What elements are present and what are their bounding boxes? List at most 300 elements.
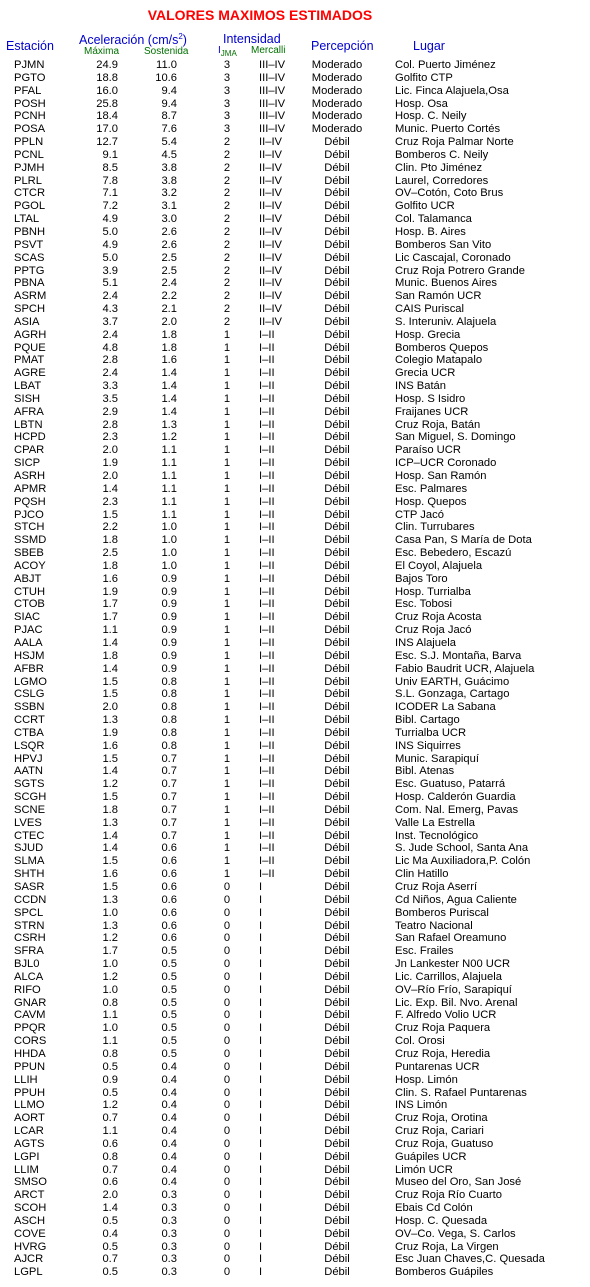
- station-code-cell: PBNA: [14, 277, 45, 290]
- aceleracion-maxima-cell: 1.0: [102, 1022, 118, 1035]
- intensidad-jma-cell: 1: [223, 739, 231, 752]
- aceleracion-sostenida-cell: 0.5: [161, 1035, 177, 1048]
- aceleracion-sostenida-cell: 2.0: [161, 315, 177, 328]
- intensidad-mercalli-cell: I–II: [259, 778, 275, 791]
- aceleracion-sostenida-cell: 1.4: [161, 392, 177, 405]
- aceleracion-sostenida-cell: 2.6: [161, 238, 177, 251]
- aceleracion-sostenida-cell: 0.5: [161, 996, 177, 1009]
- percepcion-cell: Débil: [324, 893, 350, 906]
- page-title: VALORES MAXIMOS ESTIMADOS: [147, 7, 373, 23]
- intensidad-jma-cell: 0: [223, 1060, 231, 1073]
- intensidad-jma-cell: 2: [223, 161, 231, 174]
- lugar-cell: Cruz Roja Paquera: [395, 1022, 491, 1035]
- percepcion-cell: Débil: [324, 380, 350, 393]
- intensidad-jma-cell: 1: [223, 778, 231, 791]
- station-code-cell: PPUN: [14, 1060, 46, 1073]
- lugar-cell: CTP Jacó: [395, 508, 444, 521]
- aceleracion-sostenida-cell: 0.5: [161, 1047, 177, 1060]
- lugar-cell: Hosp. Calderón Guardia: [395, 791, 516, 804]
- station-code-cell: SPCH: [14, 303, 46, 316]
- percepcion-cell: Débil: [324, 1125, 350, 1138]
- intensidad-mercalli-cell: I: [259, 1009, 263, 1022]
- aceleracion-sostenida-cell: 0.8: [161, 688, 177, 701]
- lugar-cell: Cruz Roja, Guatuso: [395, 1137, 494, 1150]
- aceleracion-maxima-cell: 7.1: [102, 187, 118, 200]
- lugar-cell: Hosp. S Isidro: [395, 392, 466, 405]
- lugar-cell: Cruz Roja Río Cuarto: [395, 1189, 502, 1202]
- station-code-cell: ARCT: [14, 1189, 45, 1202]
- aceleracion-sostenida-cell: 1.8: [161, 341, 177, 354]
- percepcion-cell: Débil: [324, 778, 350, 791]
- lugar-cell: S. Interuniv. Alajuela: [395, 315, 497, 328]
- intensidad-mercalli-cell: I–II: [259, 508, 275, 521]
- lugar-cell: Col. Talamanca: [395, 213, 472, 226]
- percepcion-cell: Débil: [324, 341, 350, 354]
- lugar-cell: Munic. Puerto Cortés: [395, 123, 501, 136]
- aceleracion-maxima-cell: 0.5: [102, 1060, 118, 1073]
- aceleracion-sostenida-cell: 7.6: [161, 123, 177, 136]
- intensidad-jma-cell: 1: [223, 688, 231, 701]
- aceleracion-maxima-cell: 1.3: [102, 816, 118, 829]
- lugar-cell: Esc. Tobosi: [395, 598, 453, 611]
- aceleracion-sostenida-cell: 3.8: [161, 174, 177, 187]
- lugar-cell: Cruz Roja Acosta: [395, 611, 482, 624]
- intensidad-mercalli-cell: I–II: [259, 752, 275, 765]
- intensidad-mercalli-cell: I–II: [259, 765, 275, 778]
- aceleracion-sostenida-cell: 0.6: [161, 932, 177, 945]
- aceleracion-maxima-cell: 1.0: [102, 983, 118, 996]
- intensidad-mercalli-cell: I: [259, 1202, 263, 1215]
- table-row: [0, 868, 590, 881]
- station-code-cell: CTUH: [14, 585, 46, 598]
- intensidad-mercalli-cell: I–II: [259, 418, 275, 431]
- percepcion-cell: Débil: [324, 1022, 350, 1035]
- lugar-cell: Esc. Guatuso, Patarrá: [395, 778, 506, 791]
- aceleracion-maxima-cell: 16.0: [96, 84, 118, 97]
- table-row: [0, 1228, 590, 1241]
- intensidad-jma-cell: 1: [223, 636, 231, 649]
- station-code-cell: CSRH: [14, 932, 46, 945]
- intensidad-jma-cell: 0: [223, 1112, 231, 1125]
- percepcion-cell: Débil: [324, 148, 350, 161]
- lugar-cell: San Rafael Oreamuno: [395, 932, 507, 945]
- aceleracion-sostenida-cell: 0.4: [161, 1112, 177, 1125]
- intensidad-mercalli-cell: I–II: [259, 572, 275, 585]
- percepcion-cell: Débil: [324, 996, 350, 1009]
- station-code-cell: RIFO: [14, 983, 41, 996]
- lugar-cell: Hosp. C. Quesada: [395, 1214, 488, 1227]
- aceleracion-sostenida-cell: 0.4: [161, 1073, 177, 1086]
- header-sostenida: Sostenida: [144, 46, 189, 57]
- percepcion-cell: Débil: [324, 958, 350, 971]
- aceleracion-sostenida-cell: 0.7: [161, 816, 177, 829]
- station-code-cell: LBTN: [14, 418, 43, 431]
- intensidad-mercalli-cell: I: [259, 1086, 263, 1099]
- aceleracion-sostenida-cell: 0.4: [161, 1150, 177, 1163]
- percepcion-cell: Débil: [324, 881, 350, 893]
- intensidad-mercalli-cell: II–IV: [259, 148, 283, 161]
- percepcion-cell: Débil: [324, 1060, 350, 1073]
- station-code-cell: PJMH: [14, 161, 45, 174]
- intensidad-mercalli-cell: I: [259, 881, 263, 893]
- aceleracion-maxima-cell: 4.9: [102, 213, 118, 226]
- lugar-cell: Univ EARTH, Guácimo: [395, 675, 510, 688]
- intensidad-mercalli-cell: I–II: [259, 444, 275, 457]
- lugar-cell: ICP–UCR Coronado: [395, 457, 497, 470]
- table-row: [0, 342, 590, 355]
- intensidad-mercalli-cell: I–II: [259, 470, 275, 482]
- percepcion-cell: Débil: [324, 1163, 350, 1176]
- station-code-cell: SSMD: [14, 534, 47, 547]
- table-row: [0, 1215, 590, 1228]
- aceleracion-maxima-cell: 2.0: [102, 701, 118, 714]
- station-code-cell: PFAL: [14, 84, 42, 97]
- percepcion-cell: Débil: [324, 521, 350, 534]
- station-code-cell: SPCL: [14, 906, 44, 919]
- intensidad-jma-cell: 0: [223, 1099, 231, 1112]
- aceleracion-maxima-cell: 4.9: [102, 238, 118, 251]
- intensidad-jma-cell: 1: [223, 726, 231, 739]
- station-code-cell: LGMO: [14, 675, 47, 688]
- aceleracion-sostenida-cell: 0.5: [161, 1022, 177, 1035]
- intensidad-mercalli-cell: I: [259, 906, 263, 919]
- intensidad-jma-cell: 0: [223, 1227, 231, 1240]
- intensidad-jma-cell: 1: [223, 495, 231, 508]
- table-row: [0, 72, 590, 85]
- aceleracion-maxima-cell: 2.4: [102, 290, 118, 303]
- intensidad-mercalli-cell: I: [259, 958, 263, 971]
- aceleracion-sostenida-cell: 0.8: [161, 739, 177, 752]
- lugar-cell: Inst. Tecnológico: [395, 829, 479, 842]
- aceleracion-sostenida-cell: 0.3: [161, 1189, 177, 1202]
- aceleracion-maxima-cell: 0.7: [102, 1253, 118, 1266]
- intensidad-mercalli-cell: I–II: [259, 726, 275, 739]
- station-code-cell: LTAL: [14, 213, 40, 226]
- aceleracion-maxima-cell: 1.2: [102, 1099, 118, 1112]
- intensidad-mercalli-cell: III–IV: [259, 97, 286, 110]
- percepcion-cell: Débil: [324, 392, 350, 405]
- percepcion-cell: Débil: [324, 855, 350, 868]
- station-code-cell: PCNL: [14, 148, 44, 161]
- intensidad-jma-cell: 0: [223, 1253, 231, 1266]
- intensidad-mercalli-cell: I–II: [259, 649, 275, 662]
- intensidad-mercalli-cell: II–IV: [259, 136, 283, 149]
- header-ijma-sub: JMA: [220, 49, 237, 58]
- intensidad-jma-cell: 1: [223, 649, 231, 662]
- table-row: [0, 496, 590, 509]
- station-code-cell: SSBN: [14, 701, 45, 714]
- station-code-cell: GNAR: [14, 996, 47, 1009]
- table-row: [0, 740, 590, 753]
- table-row: [0, 1151, 590, 1164]
- aceleracion-maxima-cell: 1.8: [102, 559, 118, 572]
- aceleracion-sostenida-cell: 0.7: [161, 791, 177, 804]
- header-ijma-letter: I: [218, 45, 221, 56]
- table-row: [0, 265, 590, 278]
- station-code-cell: HCPD: [14, 431, 46, 444]
- aceleracion-maxima-cell: 1.5: [102, 881, 118, 893]
- lugar-cell: CAIS Puriscal: [395, 303, 465, 316]
- table-row: [0, 406, 590, 419]
- intensidad-mercalli-cell: I: [259, 1047, 263, 1060]
- percepcion-cell: Débil: [324, 1214, 350, 1227]
- aceleracion-maxima-cell: 1.3: [102, 714, 118, 727]
- intensidad-mercalli-cell: I: [259, 1240, 263, 1253]
- station-code-cell: AGTS: [14, 1137, 45, 1150]
- table-row: [0, 354, 590, 367]
- station-code-cell: PPUH: [14, 1086, 46, 1099]
- intensidad-jma-cell: 1: [223, 598, 231, 611]
- aceleracion-sostenida-cell: 2.6: [161, 225, 177, 238]
- aceleracion-sostenida-cell: 2.4: [161, 277, 177, 290]
- intensidad-mercalli-cell: III–IV: [259, 71, 286, 84]
- station-code-cell: SASR: [14, 881, 45, 893]
- intensidad-mercalli-cell: II–IV: [259, 264, 283, 277]
- lugar-cell: Jn Lankester N00 UCR: [395, 958, 511, 971]
- lugar-cell: Puntarenas UCR: [395, 1060, 480, 1073]
- intensidad-mercalli-cell: I–II: [259, 688, 275, 701]
- intensidad-mercalli-cell: II–IV: [259, 238, 283, 251]
- intensidad-mercalli-cell: I–II: [259, 328, 275, 341]
- station-code-cell: PPLN: [14, 136, 44, 149]
- aceleracion-sostenida-cell: 0.6: [161, 919, 177, 932]
- percepcion-cell: Débil: [324, 290, 350, 303]
- table-row: [0, 136, 590, 149]
- intensidad-jma-cell: 0: [223, 881, 231, 893]
- intensidad-mercalli-cell: I–II: [259, 534, 275, 547]
- station-code-cell: LLIM: [14, 1163, 39, 1176]
- percepcion-cell: Débil: [324, 1176, 350, 1189]
- table-row: [0, 1022, 590, 1035]
- percepcion-cell: Moderado: [311, 71, 363, 84]
- table-row: [0, 444, 590, 457]
- aceleracion-sostenida-cell: 0.5: [161, 970, 177, 983]
- aceleracion-maxima-cell: 3.9: [102, 264, 118, 277]
- aceleracion-maxima-cell: 1.3: [102, 893, 118, 906]
- lugar-cell: Esc. S.J. Montaña, Barva: [395, 649, 522, 662]
- percepcion-cell: Débil: [324, 624, 350, 637]
- intensidad-jma-cell: 1: [223, 341, 231, 354]
- aceleracion-sostenida-cell: 1.0: [161, 547, 177, 560]
- intensidad-mercalli-cell: I–II: [259, 482, 275, 495]
- intensidad-jma-cell: 0: [223, 932, 231, 945]
- percepcion-cell: Débil: [324, 1137, 350, 1150]
- percepcion-cell: Moderado: [311, 110, 363, 123]
- aceleracion-sostenida-cell: 0.4: [161, 1099, 177, 1112]
- percepcion-cell: Débil: [324, 547, 350, 560]
- lugar-cell: Bomberos C. Neily: [395, 148, 489, 161]
- station-code-cell: SMSO: [14, 1176, 47, 1189]
- lugar-cell: Paraíso UCR: [395, 444, 461, 457]
- table-row: [0, 945, 590, 958]
- intensidad-mercalli-cell: I–II: [259, 842, 275, 855]
- intensidad-mercalli-cell: I: [259, 932, 263, 945]
- station-code-cell: AFBR: [14, 662, 44, 675]
- intensidad-mercalli-cell: I: [259, 983, 263, 996]
- intensidad-mercalli-cell: I: [259, 945, 263, 958]
- lugar-cell: Munic. Buenos Aires: [395, 277, 497, 290]
- table-row: [0, 586, 590, 599]
- table-row: [0, 1253, 590, 1266]
- aceleracion-sostenida-cell: 0.4: [161, 1176, 177, 1189]
- lugar-cell: ICODER La Sabana: [395, 701, 496, 714]
- lugar-cell: Cd Niños, Agua Caliente: [395, 893, 517, 906]
- intensidad-mercalli-cell: II–IV: [259, 213, 283, 226]
- intensidad-mercalli-cell: I: [259, 1137, 263, 1150]
- aceleracion-maxima-cell: 0.8: [102, 1047, 118, 1060]
- aceleracion-sostenida-cell: 0.9: [161, 572, 177, 585]
- station-code-cell: CTCR: [14, 187, 46, 200]
- intensidad-jma-cell: 1: [223, 829, 231, 842]
- intensidad-jma-cell: 2: [223, 136, 231, 149]
- percepcion-cell: Débil: [324, 572, 350, 585]
- table-row: [0, 483, 590, 496]
- aceleracion-sostenida-cell: 0.3: [161, 1214, 177, 1227]
- table-row: [0, 547, 590, 560]
- aceleracion-sostenida-cell: 0.4: [161, 1060, 177, 1073]
- table-row: [0, 419, 590, 432]
- aceleracion-maxima-cell: 1.5: [102, 688, 118, 701]
- intensidad-jma-cell: 0: [223, 996, 231, 1009]
- station-code-cell: SBEB: [14, 547, 44, 560]
- percepcion-cell: Débil: [324, 714, 350, 727]
- percepcion-cell: Débil: [324, 701, 350, 714]
- intensidad-mercalli-cell: I–II: [259, 495, 275, 508]
- station-code-cell: COVE: [14, 1227, 46, 1240]
- lugar-cell: Cruz Roja Potrero Grande: [395, 264, 525, 277]
- lugar-cell: Hosp. C. Neily: [395, 110, 467, 123]
- header-intensidad: Intensidad: [223, 32, 281, 46]
- station-code-cell: LGPL: [14, 1266, 43, 1279]
- lugar-cell: Clin. Pto Jiménez: [395, 161, 483, 174]
- intensidad-mercalli-cell: II–IV: [259, 290, 283, 303]
- intensidad-jma-cell: 1: [223, 816, 231, 829]
- aceleracion-maxima-cell: 7.8: [102, 174, 118, 187]
- intensidad-mercalli-cell: II–IV: [259, 277, 283, 290]
- station-code-cell: PJMN: [14, 59, 45, 71]
- station-code-cell: LGPI: [14, 1150, 40, 1163]
- lugar-cell: Lic Ma Auxiliadora,P. Colón: [395, 855, 531, 868]
- header-lugar: Lugar: [413, 39, 445, 53]
- lugar-cell: Bomberos San Vito: [395, 238, 492, 251]
- aceleracion-sostenida-cell: 1.0: [161, 521, 177, 534]
- lugar-cell: Lic. Carrillos, Alajuela: [395, 970, 502, 983]
- aceleracion-sostenida-cell: 1.1: [161, 470, 177, 482]
- table-row: [0, 842, 590, 855]
- intensidad-jma-cell: 3: [223, 59, 231, 71]
- lugar-cell: Hosp. Osa: [395, 97, 448, 110]
- table-row: [0, 509, 590, 522]
- percepcion-cell: Débil: [324, 444, 350, 457]
- aceleracion-maxima-cell: 1.5: [102, 752, 118, 765]
- lugar-cell: OV–Río Frío, Sarapiquí: [395, 983, 512, 996]
- aceleracion-maxima-cell: 3.3: [102, 380, 118, 393]
- lugar-cell: S.L. Gonzaga, Cartago: [395, 688, 510, 701]
- station-code-cell: BJL0: [14, 958, 40, 971]
- station-code-cell: SCAS: [14, 251, 45, 264]
- percepcion-cell: Débil: [324, 495, 350, 508]
- intensidad-jma-cell: 1: [223, 521, 231, 534]
- percepcion-cell: Débil: [324, 945, 350, 958]
- table-row: [0, 894, 590, 907]
- intensidad-mercalli-cell: I–II: [259, 662, 275, 675]
- percepcion-cell: Débil: [324, 675, 350, 688]
- station-code-cell: PPTG: [14, 264, 45, 277]
- lugar-cell: Clin Hatillo: [395, 868, 449, 881]
- table-row: [0, 290, 590, 303]
- aceleracion-maxima-cell: 0.8: [102, 1150, 118, 1163]
- station-code-cell: ASCH: [14, 1214, 46, 1227]
- station-code-cell: SCNE: [14, 803, 46, 816]
- percepcion-cell: Débil: [324, 765, 350, 778]
- aceleracion-maxima-cell: 1.6: [102, 739, 118, 752]
- intensidad-mercalli-cell: I: [259, 919, 263, 932]
- lugar-cell: Bomberos Quepos: [395, 341, 489, 354]
- lugar-cell: Bomberos Guápiles: [395, 1266, 494, 1279]
- intensidad-mercalli-cell: I: [259, 970, 263, 983]
- percepcion-cell: Débil: [324, 405, 350, 418]
- aceleracion-maxima-cell: 1.0: [102, 906, 118, 919]
- station-code-cell: ASRM: [14, 290, 47, 303]
- aceleracion-sostenida-cell: 0.7: [161, 778, 177, 791]
- aceleracion-sostenida-cell: 1.2: [161, 431, 177, 444]
- aceleracion-sostenida-cell: 0.9: [161, 585, 177, 598]
- lugar-cell: Clin. Turrubares: [395, 521, 475, 534]
- lugar-cell: Casa Pan, S María de Dota: [395, 534, 532, 547]
- station-code-cell: SICP: [14, 457, 41, 470]
- aceleracion-maxima-cell: 1.3: [102, 919, 118, 932]
- aceleracion-maxima-cell: 3.5: [102, 392, 118, 405]
- intensidad-jma-cell: 1: [223, 765, 231, 778]
- intensidad-mercalli-cell: I: [259, 1227, 263, 1240]
- intensidad-jma-cell: 2: [223, 303, 231, 316]
- table-row: [0, 85, 590, 98]
- intensidad-jma-cell: 2: [223, 187, 231, 200]
- percepcion-cell: Débil: [324, 508, 350, 521]
- intensidad-jma-cell: 2: [223, 290, 231, 303]
- header-estacion: Estación: [6, 39, 54, 53]
- station-code-cell: PLRL: [14, 174, 42, 187]
- aceleracion-sostenida-cell: 2.1: [161, 303, 177, 316]
- percepcion-cell: Débil: [324, 457, 350, 470]
- intensidad-jma-cell: 1: [223, 328, 231, 341]
- intensidad-jma-cell: 0: [223, 1086, 231, 1099]
- header-percepcion: Percepción: [311, 39, 374, 53]
- intensidad-jma-cell: 0: [223, 1022, 231, 1035]
- percepcion-cell: Débil: [324, 816, 350, 829]
- intensidad-jma-cell: 1: [223, 392, 231, 405]
- percepcion-cell: Débil: [324, 1202, 350, 1215]
- aceleracion-maxima-cell: 0.9: [102, 1073, 118, 1086]
- aceleracion-sostenida-cell: 1.4: [161, 367, 177, 380]
- aceleracion-maxima-cell: 1.2: [102, 970, 118, 983]
- intensidad-jma-cell: 0: [223, 919, 231, 932]
- table-row: [0, 778, 590, 791]
- intensidad-mercalli-cell: I–II: [259, 675, 275, 688]
- intensidad-jma-cell: 1: [223, 572, 231, 585]
- aceleracion-maxima-cell: 1.1: [102, 1035, 118, 1048]
- lugar-cell: Cruz Roja Jacó: [395, 624, 472, 637]
- intensidad-mercalli-cell: II–IV: [259, 187, 283, 200]
- intensidad-jma-cell: 0: [223, 958, 231, 971]
- intensidad-jma-cell: 2: [223, 225, 231, 238]
- intensidad-jma-cell: 3: [223, 84, 231, 97]
- station-code-cell: LLIH: [14, 1073, 38, 1086]
- station-code-cell: PMAT: [14, 354, 45, 367]
- lugar-cell: Cruz Roja Palmar Norte: [395, 136, 514, 149]
- intensidad-jma-cell: 2: [223, 238, 231, 251]
- aceleracion-sostenida-cell: 0.9: [161, 662, 177, 675]
